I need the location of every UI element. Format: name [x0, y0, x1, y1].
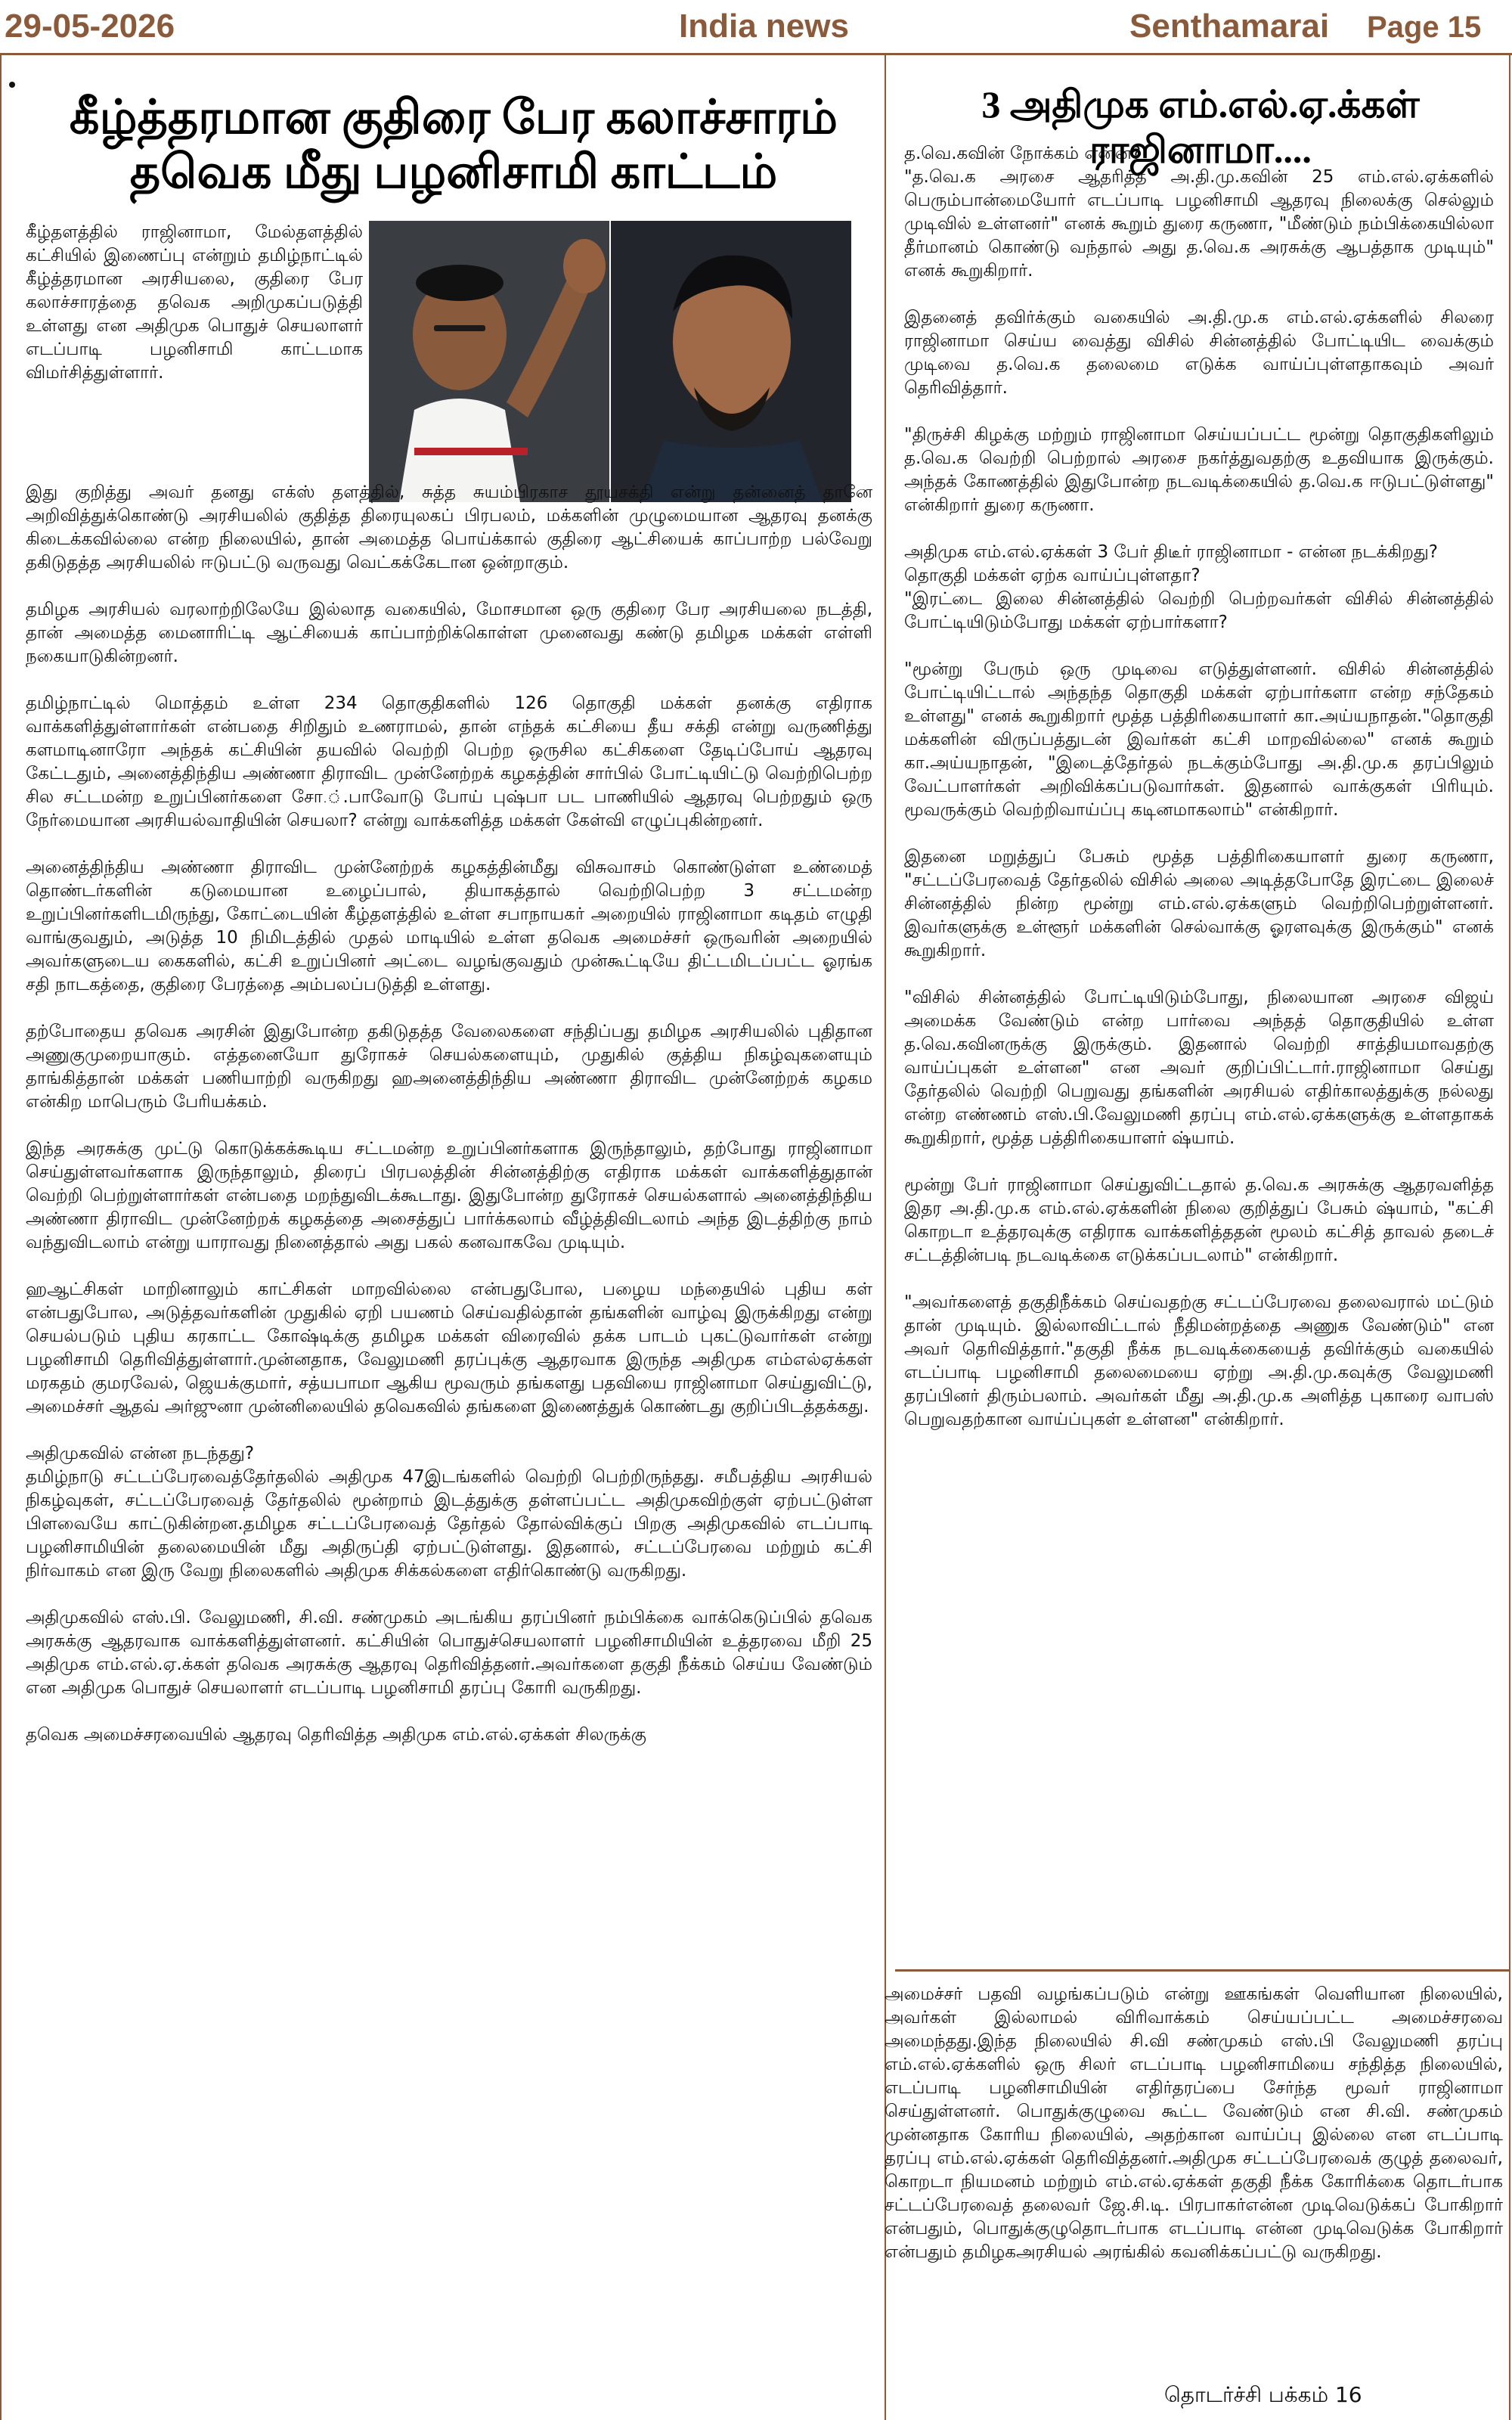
right-paragraph: "விசில் சின்னத்தில் போட்டியிடும்போது, நிலையான அரசை விஜய் அமைக்க வேண்டும் என்ற பார்வை அந்தத் தொகுதியில் உள்ள த.வெ.கவினருக்கு இருக்கும். இதனால் வெற்றி சாத்தியமாவதற்கு வாய்ப்புகள் உள்ளன" என அவர் குறிப்பிட்டார்.ராஜினாமா செய்து தேர்தலில் வெற்றி பெறுவது தங்களின் அரசியல் எதிர்காலத்துக்கு நல்லது என்ற எண்ணம் எஸ்.பி.வேலுமணி தரப்பு எம்.எல்.ஏக்களுக்கு உள்ளதாகக் கூறுகிறார், மூத்த பத்திரிகையாளர் ஷ்யாம். — [904, 988, 1494, 1148]
left-border — [0, 54, 2, 2420]
newspaper-name: Senthamarai — [1129, 8, 1330, 45]
vijay-photo — [611, 221, 851, 502]
left-paragraph: இந்த அரசுக்கு முட்டு கொடுக்கக்கூடிய சட்டமன்ற உறுப்பினர்களாக இருந்தாலும், தற்போது ராஜினாமா செய்துள்ளவர்களாக இருந்தாலும், திரைப் பிரபலத்தின் சின்னத்திற்கு எதிராக மக்கள் வாக்களித்துதான் வெற்றி பெற்றுள்ளார்கள் என்பதை மறந்துவிடக்கூடாது. இதுபோன்ற துரோகச் செயல்களால் அனைத்திந்திய அண்ணா திராவிட முன்னேற்றக் கழகத்தை அசைத்துப் பார்க்கலாம் வீழ்த்திவிடலாம் அந்த இடத்திற்கு நாம் வந்துவிடலாம் என்று யாராவது நினைத்தால் அது பகல் கனவாகவே முடியும். — [26, 1139, 872, 1252]
right-headline: 3 அதிமுக எம்.எல்.ஏ.க்கள் ராஜினாமா.... — [981, 83, 1420, 171]
vijay-portrait-icon — [611, 221, 851, 502]
right-paragraph: த.வெ.கவின் நோக்கம் என்ன? "த.வெ.க அரசை ஆதரித்த அ.தி.மு.கவின் 25 எம்.எல்.ஏக்களில் பெரும்பான்மையோர் எடப்பாடி பழனிசாமி ஆதரவு நிலைக்கு செல்லும் முடிவில் உள்ளனர்" எனக் கூறும் துரை கருணா, "மீண்டும் நம்பிக்கையில்லா தீர்மானம் கொண்டு வந்தால் அது த.வெ.க அரசுக்கு ஆபத்தாக முடியும்" எனக் கூறுகிறார். — [904, 144, 1494, 281]
headline-line-2: தவெக மீது பழனிசாமி காட்டம் — [129, 147, 778, 198]
right-bottom-paragraph: அமைச்சர் பதவி வழங்கப்படும் என்று ஊகங்கள் வெளியான நிலையில், அவர்கள் இல்லாமல் விரிவாக்கம் செய்யப்பட்ட அமைச்சரவை அமைந்தது.இந்த நிலையில் சி.வி சண்முகம் எஸ்.பி வேலுமணி தரப்பு எம்.எல்.ஏக்களில் ஒரு சிலர் எடப்பாடி பழனிசாமியை சந்தித்த நிலையில், எடப்பாடி பழனிசாமியின் எதிர்தரப்பை சேர்ந்த மூவர் ராஜினாமா செய்துள்ளனர். பொதுக்குழுவை கூட்ட வேண்டும் என சி.வி. சண்முகம் முன்னதாக கோரிய நிலையில், அதற்கான வாய்ப்பு இல்லை என எடப்பாடி தரப்பு எம்.எல்.ஏக்கள் தெரிவித்தனர்.அதிமுக சட்டப்பேரவைக் குழுத் தலைவர், கொறடா நியமனம் மற்றும் எம்.எல்.ஏக்கள் தகுதி நீக்க கோரிக்கை தொடர்பாக சட்டப்பேரவைத் தலைவர் ஜே.சி.டி. பிரபாகர்என்ன முடிவெடுக்கப் போகிறார் என்பதும், பொதுக்குழுதொடர்பாக எடப்பாடி என்ன முடிவெடுக்க போகிறார் என்பதும் தமிழகஅரசியல் அரங்கில் கவனிக்கப்பட்டு வருகிறது. — [885, 1984, 1503, 2262]
page-number: Page 15 — [1367, 11, 1482, 44]
issue-date: 29-05-2026 — [5, 8, 175, 45]
right-paragraph: இதனைத் தவிர்க்கும் வகையில் அ.தி.மு.க எம்.எல்.ஏக்களில் சிலரை ராஜினாமா செய்ய வைத்து விசில் சின்னத்தில் போட்டியிட வைக்கும் முடிவை த.வெ.க தலைமை எடுக்க வாய்ப்புள்ளதாகவும் அவர் தெரிவித்தார். — [904, 308, 1494, 398]
palaniswami-portrait-icon — [369, 221, 609, 502]
right-paragraph: "அவர்களைத் தகுதிநீக்கம் செய்வதற்கு சட்டப்பேரவை தலைவரால் மட்டும் தான் முடியும். இல்லாவிட்டால் நீதிமன்றத்தை அணுக வேண்டும்" என அவர் தெரிவித்தார்."தகுதி நீக்க நடவடிக்கையைத் தவிர்க்கும் வகையில் எடப்பாடி பழனிசாமி தலைமையை ஏற்று அ.தி.மு.கவுக்கு வேலுமணி தரப்பினர் திரும்பலாம். அவர்கள் மீது அ.தி.மு.க அளித்த புகாரை வாபஸ் பெறுவதற்கான வாய்ப்புகள் உள்ளன" என்கிறார். — [904, 1292, 1494, 1429]
left-paragraph: தற்போதைய தவெக அரசின் இதுபோன்ற தகிடுதத்த வேலைகளை சந்திப்பது தமிழக அரசியலில் புதிதான அணுகுமுறையாகும். எத்தனையோ துரோகச் செயல்களையும், முதுகில் குத்திய நிகழ்வுகளையும் தாங்கித்தான் மக்கள் பணியாற்றி வருகிறது ஹஅனைத்திந்திய அண்ணா திராவிட முன்னேற்றக் கழகம என்கிற மாபெரும் பேரியக்கம். — [26, 1022, 872, 1112]
left-paragraph: அனைத்திந்திய அண்ணா திராவிட முன்னேற்றக் கழகத்தின்மீது விசுவாசம் கொண்டுள்ள உண்மைத் தொண்டர்களின் கடுமையான உழைப்பால், தியாகத்தால் வெற்றிபெற்ற 3 சட்டமன்ற உறுப்பினர்களிடமிருந்து, கோட்டையின் கீழ்தளத்தில் உள்ள சபாநாயகர் அறையில் ராஜினாமா கடிதம் எழுதி வாங்குவதும், அடுத்த 10 நிமிடத்தில் முதல் மாடியில் உள்ள தவெக அமைச்சர் ஒருவரின் அறையில் அவர்களுடைய கைகளில், கட்சி உறுப்பினர் அட்டை வழங்குவதும் முன்கூட்டியே திட்டமிடப்பட்ட ஓரங்க சதி நாடகத்தை, குதிரை பேரத்தை அம்பலப்படுத்தி உள்ளது. — [26, 858, 872, 994]
bullet-icon — [9, 82, 15, 88]
left-paragraph: தவெக அமைச்சரவையில் ஆதரவு தெரிவித்த அதிமுக எம்.எல்.ஏக்கள் சிலருக்கு — [26, 1725, 646, 1745]
right-paragraph: "திருச்சி கிழக்கு மற்றும் ராஜினாமா செய்யப்பட்ட மூன்று தொகுதிகளிலும் த.வெ.க வெற்றி பெற்றால் அரசை நகர்த்துவதற்கு உதவியாக இருக்கும். அந்தக் கோணத்தில் இதுபோன்ற நடவடிக்கையில் த.வெ.க ஈடுபட்டுள்ளது" என்கிறார் துரை கருணா. — [904, 425, 1494, 515]
masthead-rule — [0, 53, 1512, 55]
continued-on-page[interactable]: தொடர்ச்சி பக்கம் 16 — [1164, 2382, 1362, 2407]
left-paragraph: இது குறித்து அவர் தனது எக்ஸ் தளத்தில், சுத்த சுயம்பிரகாச தூயசக்தி என்று தன்னைத் தானே அறிவித்துக்கொண்டு அரசியலில் குதித்த திரையுலகப் பிரபலம், மக்களின் முழுமையான ஆதரவு தனக்கு கிடைக்கவில்லை என்ற நிலையில், தான் அமைத்த பொய்க்கால் குதிரை ஆட்சியைக் காப்பாற்ற பல்வேறு தகிடுதத்த அரசியலில் ஈடுபட்டு வருவது வெட்கக்கேடான ஒன்றாகும். — [26, 482, 872, 572]
masthead — [0, 0, 1512, 54]
lead-paragraph: கீழ்தளத்தில் ராஜினாமா, மேல்தளத்தில் கட்சியில் இணைப்பு என்றும் தமிழ்நாட்டில் கீழ்த்தரமான அரசியலை, குதிரை பேர கலாச்சாரத்தை தவெக அறிமுகப்படுத்தி உள்ளது என அதிமுக பொதுச் செயலாளர் எடப்பாடி பழனிசாமி காட்டமாக விமர்சித்துள்ளார். — [26, 222, 363, 383]
right-paragraph: "மூன்று பேரும் ஒரு முடிவை எடுத்துள்ளனர். விசில் சின்னத்தில் போட்டியிட்டால் அந்தந்த தொகுதி மக்கள் ஏற்பார்களா என்ற சந்தேகம் உள்ளது" எனக் கூறுகிறார் மூத்த பத்திரிகையாளர் கா.அய்யநாதன்."தொகுதி மக்களின் விருப்பத்துடன் இவர்கள் கட்சி மாறவில்லை" எனக் கூறும் கா.அய்யநாதன், "இடைத்தேர்தல் நடக்கும்போது அ.தி.மு.க தரப்பிலும் வேட்பாளர்கள் அறிவிக்கப்படுவார்கள். இதனால் வாக்குகள் பிரியும். மூவருக்கும் வெற்றிவாய்ப்பு கடினமாகலாம்" என்கிறார். — [904, 659, 1494, 820]
left-paragraph: தமிழக அரசியல் வரலாற்றிலேயே இல்லாத வகையில், மோசமான ஒரு குதிரை பேர அரசியலை நடத்தி, தான் அமைத்த மைனாரிட்டி ஆட்சியைக் காப்பாற்றிக்கொள்ள முனைவது கண்டு தமிழக மக்கள் எள்ளி நகையாடுகின்றனர். — [26, 600, 872, 666]
section-title: India news — [679, 8, 849, 45]
right-article-body — [904, 142, 1494, 1432]
right-paragraph: அதிமுக எம்.எல்.ஏக்கள் 3 பேர் திடீர் ராஜினாமா - என்ன நடக்கிறது? தொகுதி மக்கள் ஏற்க வாய்ப்புள்ளதா? "இரட்டை இலை சின்னத்தில் வெற்றி பெற்றவர்கள் விசில் சின்னத்தில் போட்டியிடும்போது மக்கள் ஏற்பார்களா? — [904, 542, 1494, 632]
left-paragraph: ஹஆட்சிகள் மாறினாலும் காட்சிகள் மாறவில்லை என்பதுபோல, பழைய மந்தையில் புதிய கள் என்பதுபோல, அடுத்தவர்களின் முதுகில் ஏறி பயணம் செய்வதில்தான் தங்களின் வாழ்வு இருக்கிறது என்று செயல்படும் புதிய கரகாட்ட கோஷ்டிக்கு தமிழக மக்கள் விரைவில் தக்க பாடம் புகட்டுவார்கள் என்று பழனிசாமி தெரிவித்துள்ளார்.முன்னதாக, வேலுமணி தரப்புக்கு ஆதரவாக இருந்த அதிமுக எம்எல்ஏக்கள் மரகதம் குமரவேல், ஜெயக்குமார், சத்யபாமா ஆகிய மூவரும் தங்களது பதவியை ராஜினாமா செய்துவிட்டு, அமைச்சர் ஆதவ் அர்ஜுனா முன்னிலையில் தவெகவில் தங்களை இணைத்துக் கொண்டது குறிப்பிடத்தக்கது. — [26, 1280, 872, 1416]
right-paragraph: மூன்று பேர் ராஜினாமா செய்துவிட்டதால் த.வெ.க அரசுக்கு ஆதரவளித்த இதர அ.தி.மு.க எம்.எல்.ஏக்களின் நிலை குறித்துப் பேசும் ஷ்யாம், "கட்சி கொறடா உத்தரவுக்கு எதிராக வாக்களித்ததன் மூலம் கட்சித் தாவல் தடைச் சட்டத்தின்படி நடவடிக்கை எடுக்கப்படலாம்" என்கிறார். — [904, 1175, 1494, 1265]
left-paragraph: தமிழ்நாட்டில் மொத்தம் உள்ள 234 தொகுதிகளில் 126 தொகுதி மக்கள் தனக்கு எதிராக வாக்களித்துள்ளார்கள் என்பதை சிறிதும் உணராமல், தான் எந்தக் கட்சியை தீய சக்தி என்று வருணித்து களமாடினாரோ அந்தக் கட்சியின் தயவில் வெற்றி பெற்ற ஒருசில கட்சிகளை தேடிப்போய் ஆதரவு கேட்டதும், அனைத்திந்திய அண்ணா திராவிட முன்னேற்றக் கழகத்தின் சார்பில் போட்டியிட்டு வெற்றிபெற்ற சில சட்டமன்ற உறுப்பினர்களை சோ.்.பாவோடு போய் புஷ்பா பட பாணியில் ஆதரவு பெற்றதும் ஒரு நேர்மையான அரசியல்வாதியின் செயலா? என்று வாக்களித்த மக்கள் கேள்வி எழுப்புகின்றனர். — [26, 693, 872, 830]
left-paragraph: அதிமுகவில் எஸ்.பி. வேலுமணி, சி.வி. சண்முகம் அடங்கிய தரப்பினர் நம்பிக்கை வாக்கெடுப்பில் தவெக அரசுக்கு ஆதரவாக வாக்களித்துள்ளனர். கட்சியின் பொதுச்செயலாளர் பழனிசாமியின் உத்தரவை மீறி 25 அதிமுக எம்.எல்.ஏ.க்கள் தவெக அரசுக்கு ஆதரவு தெரிவித்தனர்.அவர்களை தகுதி நீக்கம் செய்ய வேண்டும் என அதிமுக பொதுச் செயலாளர் எடப்பாடி பழனிசாமி தரப்பு கோரி வருகிறது. — [26, 1608, 872, 1698]
palaniswami-photo — [369, 221, 609, 502]
left-paragraph: அதிமுகவில் என்ன நடந்தது? தமிழ்நாடு சட்டப்பேரவைத்தேர்தலில் அதிமுக 47இடங்களில் வெற்றி பெற்றிருந்தது. சமீபத்திய அரசியல் நிகழ்வுகள், சட்டப்பேரவைத் தேர்தலில் மூன்றாம் இடத்துக்கு தள்ளப்பட்ட அதிமுகவிற்குள் ஏற்பட்டுள்ள பிளவையே காட்டுகின்றன.தமிழக சட்டப்பேரவைத் தேர்தல் தோல்விக்குப் பிறகு அதிமுகவில் எடப்பாடி பழனிசாமியின் தலைமையின் மீது அதிருப்தி ஏற்பட்டுள்ளது. இதனால், சட்டப்பேரவை மற்றும் கட்சி நிர்வாகம் என இரு வேறு நிலைகளில் அதிமுக சிக்கல்களை எதிர்கொண்டு வருகிறது. — [26, 1444, 872, 1581]
headline-line-1: கீழ்த்தரமான குதிரை பேர கலாச்சாரம் — [69, 92, 838, 144]
left-article-body — [26, 481, 872, 1747]
right-paragraph: இதனை மறுத்துப் பேசும் மூத்த பத்திரிகையாளர் துரை கருணா, "சட்டப்பேரவைத் தேர்தலில் விசில் அலை அடித்தபோதே இரட்டை இலைச் சின்னத்தில் நின்ற மூன்று எம்.எல்.ஏக்களும் வெற்றிபெற்றுள்ளனர். இவர்களுக்கு உள்ளூர் மக்களின் செல்வாக்கு ஓரளவுக்கு இருக்கும்" எனக் கூறுகிறார். — [904, 847, 1494, 960]
